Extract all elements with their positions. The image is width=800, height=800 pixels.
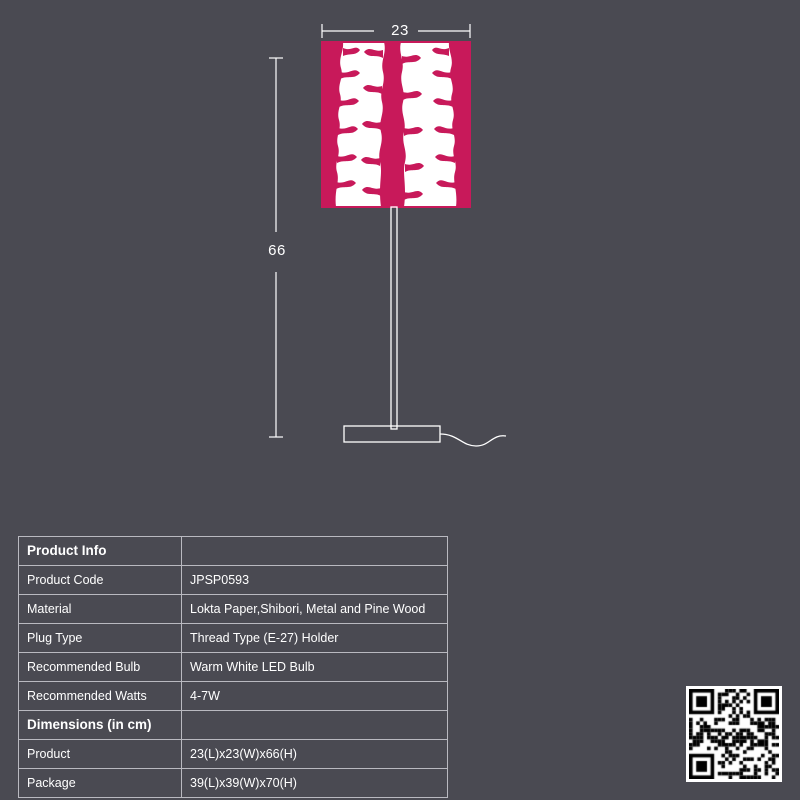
qr-code[interactable]: [686, 686, 782, 782]
power-cord: [440, 434, 506, 446]
table-cell-key: Product Info: [19, 537, 182, 566]
table-cell-value: JPSP0593: [182, 566, 448, 595]
table-row: [19, 653, 448, 682]
table-cell-value: Lokta Paper,Shibori, Metal and Pine Wood: [182, 595, 448, 624]
product-info-table-body: [19, 537, 448, 798]
table-cell-key: Package: [19, 769, 182, 798]
table-row: [19, 537, 448, 566]
table-cell-value: 23(L)x23(W)x66(H): [182, 740, 448, 769]
table-cell-key: Product Code: [19, 566, 182, 595]
table-row: [19, 624, 448, 653]
table-row: [19, 740, 448, 769]
width-dimension-label: 23: [391, 22, 409, 39]
table-row: [19, 711, 448, 740]
table-cell-key: Recommended Watts: [19, 682, 182, 711]
table-row: [19, 769, 448, 798]
table-cell-value: Warm White LED Bulb: [182, 653, 448, 682]
table-cell-key: Material: [19, 595, 182, 624]
table-cell-value: 4-7W: [182, 682, 448, 711]
table-cell-key: Plug Type: [19, 624, 182, 653]
table-row: [19, 566, 448, 595]
table-cell-value: 39(L)x39(W)x70(H): [182, 769, 448, 798]
lamp-shade: [322, 42, 470, 207]
table-row: [19, 595, 448, 624]
table-cell-value: Thread Type (E-27) Holder: [182, 624, 448, 653]
product-info-table: [18, 536, 448, 798]
table-row: [19, 682, 448, 711]
table-cell-value: [182, 537, 448, 566]
lamp-stem: [391, 207, 397, 429]
table-cell-value: [182, 711, 448, 740]
height-dimension-label: 66: [268, 242, 286, 259]
table-cell-key: Dimensions (in cm): [19, 711, 182, 740]
qr-code-image: [689, 689, 779, 779]
table-cell-key: Recommended Bulb: [19, 653, 182, 682]
table-cell-key: Product: [19, 740, 182, 769]
